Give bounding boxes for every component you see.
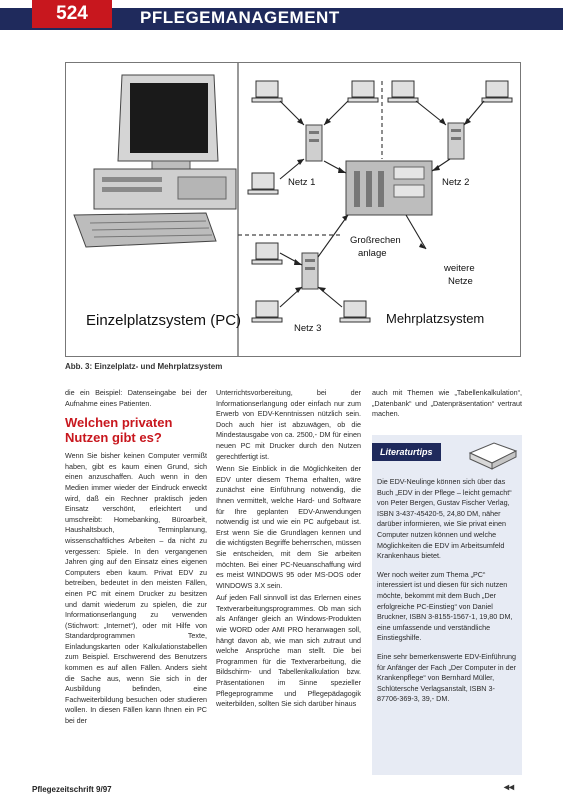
page-number: 524 — [32, 0, 112, 28]
tips-heading: Literaturtips — [372, 443, 441, 461]
figure-caption: Abb. 3: Einzelplatz- und Mehrplatzsystem — [65, 362, 223, 371]
server-icon-net3 — [302, 253, 318, 289]
workstation-icon — [252, 301, 282, 322]
figure-diagram — [65, 62, 521, 357]
tips-paragraph-1: Die EDV-Neulinge können sich über das Buch „EDV in der Pflege – leicht gemacht“ von Peter Bergen, Gustav Fischer Verlag, ISBN 3-437-45420-5, 24,80 DM, näher darüber informieren, wie Sie privat einen Computer nutzen können und welche Möglichkeiten die EDV im Arbeitsumfeld Krankenhaus bietet. — [377, 477, 512, 561]
workstation-icon — [252, 81, 282, 102]
tips-paragraph-3: Eine sehr bemerkenswerte EDV-Einführung für Anfänger der Fach „Der Computer in der Krankenpflege“ von Bernhard Müller, Schlütersche Verlagsanstalt, ISBN 3-87706-369-3, 39,- DM. — [377, 651, 517, 704]
other-nets-label-line1: weitere — [444, 263, 475, 274]
left-system-label: Einzelplatzsystem (PC) — [86, 312, 242, 329]
column-3 — [372, 388, 522, 422]
workstation-icon — [348, 81, 378, 102]
tips-text — [377, 477, 517, 713]
net1-label: Netz 1 — [288, 177, 316, 188]
footer-end-mark: ◂◂ — [504, 782, 515, 793]
net3-label: Netz 3 — [294, 323, 322, 334]
workstation-icon — [388, 81, 418, 102]
col1-body: Wenn Sie bisher keinen Computer vermißt haben, gibt es kaum einen Grund, sich einen anzuschaffen. Auch wenn in den Medien immer wieder der Eindruck erweckt wird, daß ein Rechner praktisch jeden Einsatz verschönt, erleichtert und umschreibt: Homebanking, Büroarbeit, Haushaltsbuch, Terminplanung, wissenschaftliches Arbeiten – da nicht zu vergessen: Spiele. In den vergangenen Jahren ging auf den Einsatz eines eigenen Computers eben kaum. Privat EDV zu betreiben, bedeutet in den meisten Fällen, einen PC mit einem Drucker zu besitzen und damit wiederum zu spielen, die zur Informationserlangung zu verwenden (Stichwort: „Internet“), oder mit Hilfe von Standardprogrammen Texte, Einladungskarten oder Kalkulationstabellen zum Beispiel. Erschwerend des Benutzers kommen es auf allen Fällen. Anders sieht die Sache aus, wenn Sie sich in der Ausbildung befinden, eine Fachweiterbildung besuchen oder studieren wollen. In diesen Fällen kann Ihnen ein PC bei der — [65, 451, 207, 726]
workstation-icon — [248, 173, 278, 194]
book-icon — [468, 439, 518, 471]
col3-paragraph-1: auch mit Themen wie „Tabellenkalkulation“, „Datenbank“ und „Datenpräsentation“ vertraut machen. — [372, 388, 522, 419]
network-diagram — [66, 63, 520, 356]
col1-intro: die ein Beispiel: Datenseingabe bei der Aufnahme eines Patienten. — [65, 388, 207, 408]
section-title: PFLEGEMANAGEMENT — [140, 8, 340, 27]
footer-journal: Pflegezeitschrift 9/97 — [32, 785, 112, 794]
other-nets-label-line2: Netze — [448, 276, 473, 287]
col2-paragraph-2: Wenn Sie Einblick in die Möglichkeiten der EDV unter diesem Thema erhalten, wäre zunächst eine Einführung notwendig, die Ihnen vermittelt, welche Hard- und Software für Ihre geplanten EDV-Anwendungen notwendig ist und wie ein PC aufgebaut ist. Erst wenn Sie die Grundlagen kennen und die wichtigsten Begriffe beherrschen, müssen Sie entscheiden, mit dem Sie arbeiten möchten. Bei einer PC-Neuanschaffung wird es meist WINDOWS 95 oder MS-DOS oder WINDOWS 3.X sein. — [216, 464, 361, 590]
tips-paragraph-2: Wer noch weiter zum Thema „PC“ interessiert ist und diesen für sich nutzen möchte, bekommt mit dem Buch „Der erfolgreiche PC-Einstieg“ von Daniel Bruckner, ISBN 3-8155-1567-1, 19,80 DM, eine umfassende und verständliche Einstiegshilfe. — [377, 569, 513, 643]
server-icon-net2 — [448, 123, 464, 159]
mainframe-label-line1: Großrechen — [350, 235, 401, 246]
workstation-icon — [252, 243, 282, 264]
workstation-icon — [482, 81, 512, 102]
literature-tips-box — [372, 435, 522, 775]
mainframe-label-line2: anlage — [358, 248, 387, 259]
server-icon-net1 — [306, 125, 322, 161]
column-1 — [65, 388, 207, 729]
column-2 — [216, 388, 361, 712]
col1-heading: Welchen privaten Nutzen gibt es? — [65, 415, 173, 446]
col2-paragraph-1: Unterrichtsvorbereitung, bei der Informationserlangung oder einfach nur zum Erwerb von EDV-Kenntnissen nützlich sein. Doch auch hier ist abzuwägen, ob die Mindestausgabe von ca. 2500,- DM für einen neuen PC mit Drucker durch den Nutzen gerechtfertigt ist. — [216, 388, 361, 461]
col2-paragraph-3: Auf jeden Fall sinnvoll ist das Erlernen eines Textverarbeitungsprogrammes. Ob man sich als Anfänger gleich an Windows-Produkten wie WORD oder AMI PRO heranwagen soll, hängt davon ab, wie man sich zutraut und welche Ansprüche man stellt. Die bei Programmen für die Textverarbeitung, die Bildschirm- und Tabellenkalkulation bzw. Präsentationen im Sinne spezieller Pflegeprogramme und Pflegepädagogik weiterbilden, sollten Sie sich darüber hinaus — [216, 593, 361, 709]
workstation-icon — [340, 301, 370, 322]
right-system-label: Mehrplatzsystem — [386, 311, 485, 326]
net2-label: Netz 2 — [442, 177, 470, 188]
mainframe-icon — [346, 161, 432, 215]
